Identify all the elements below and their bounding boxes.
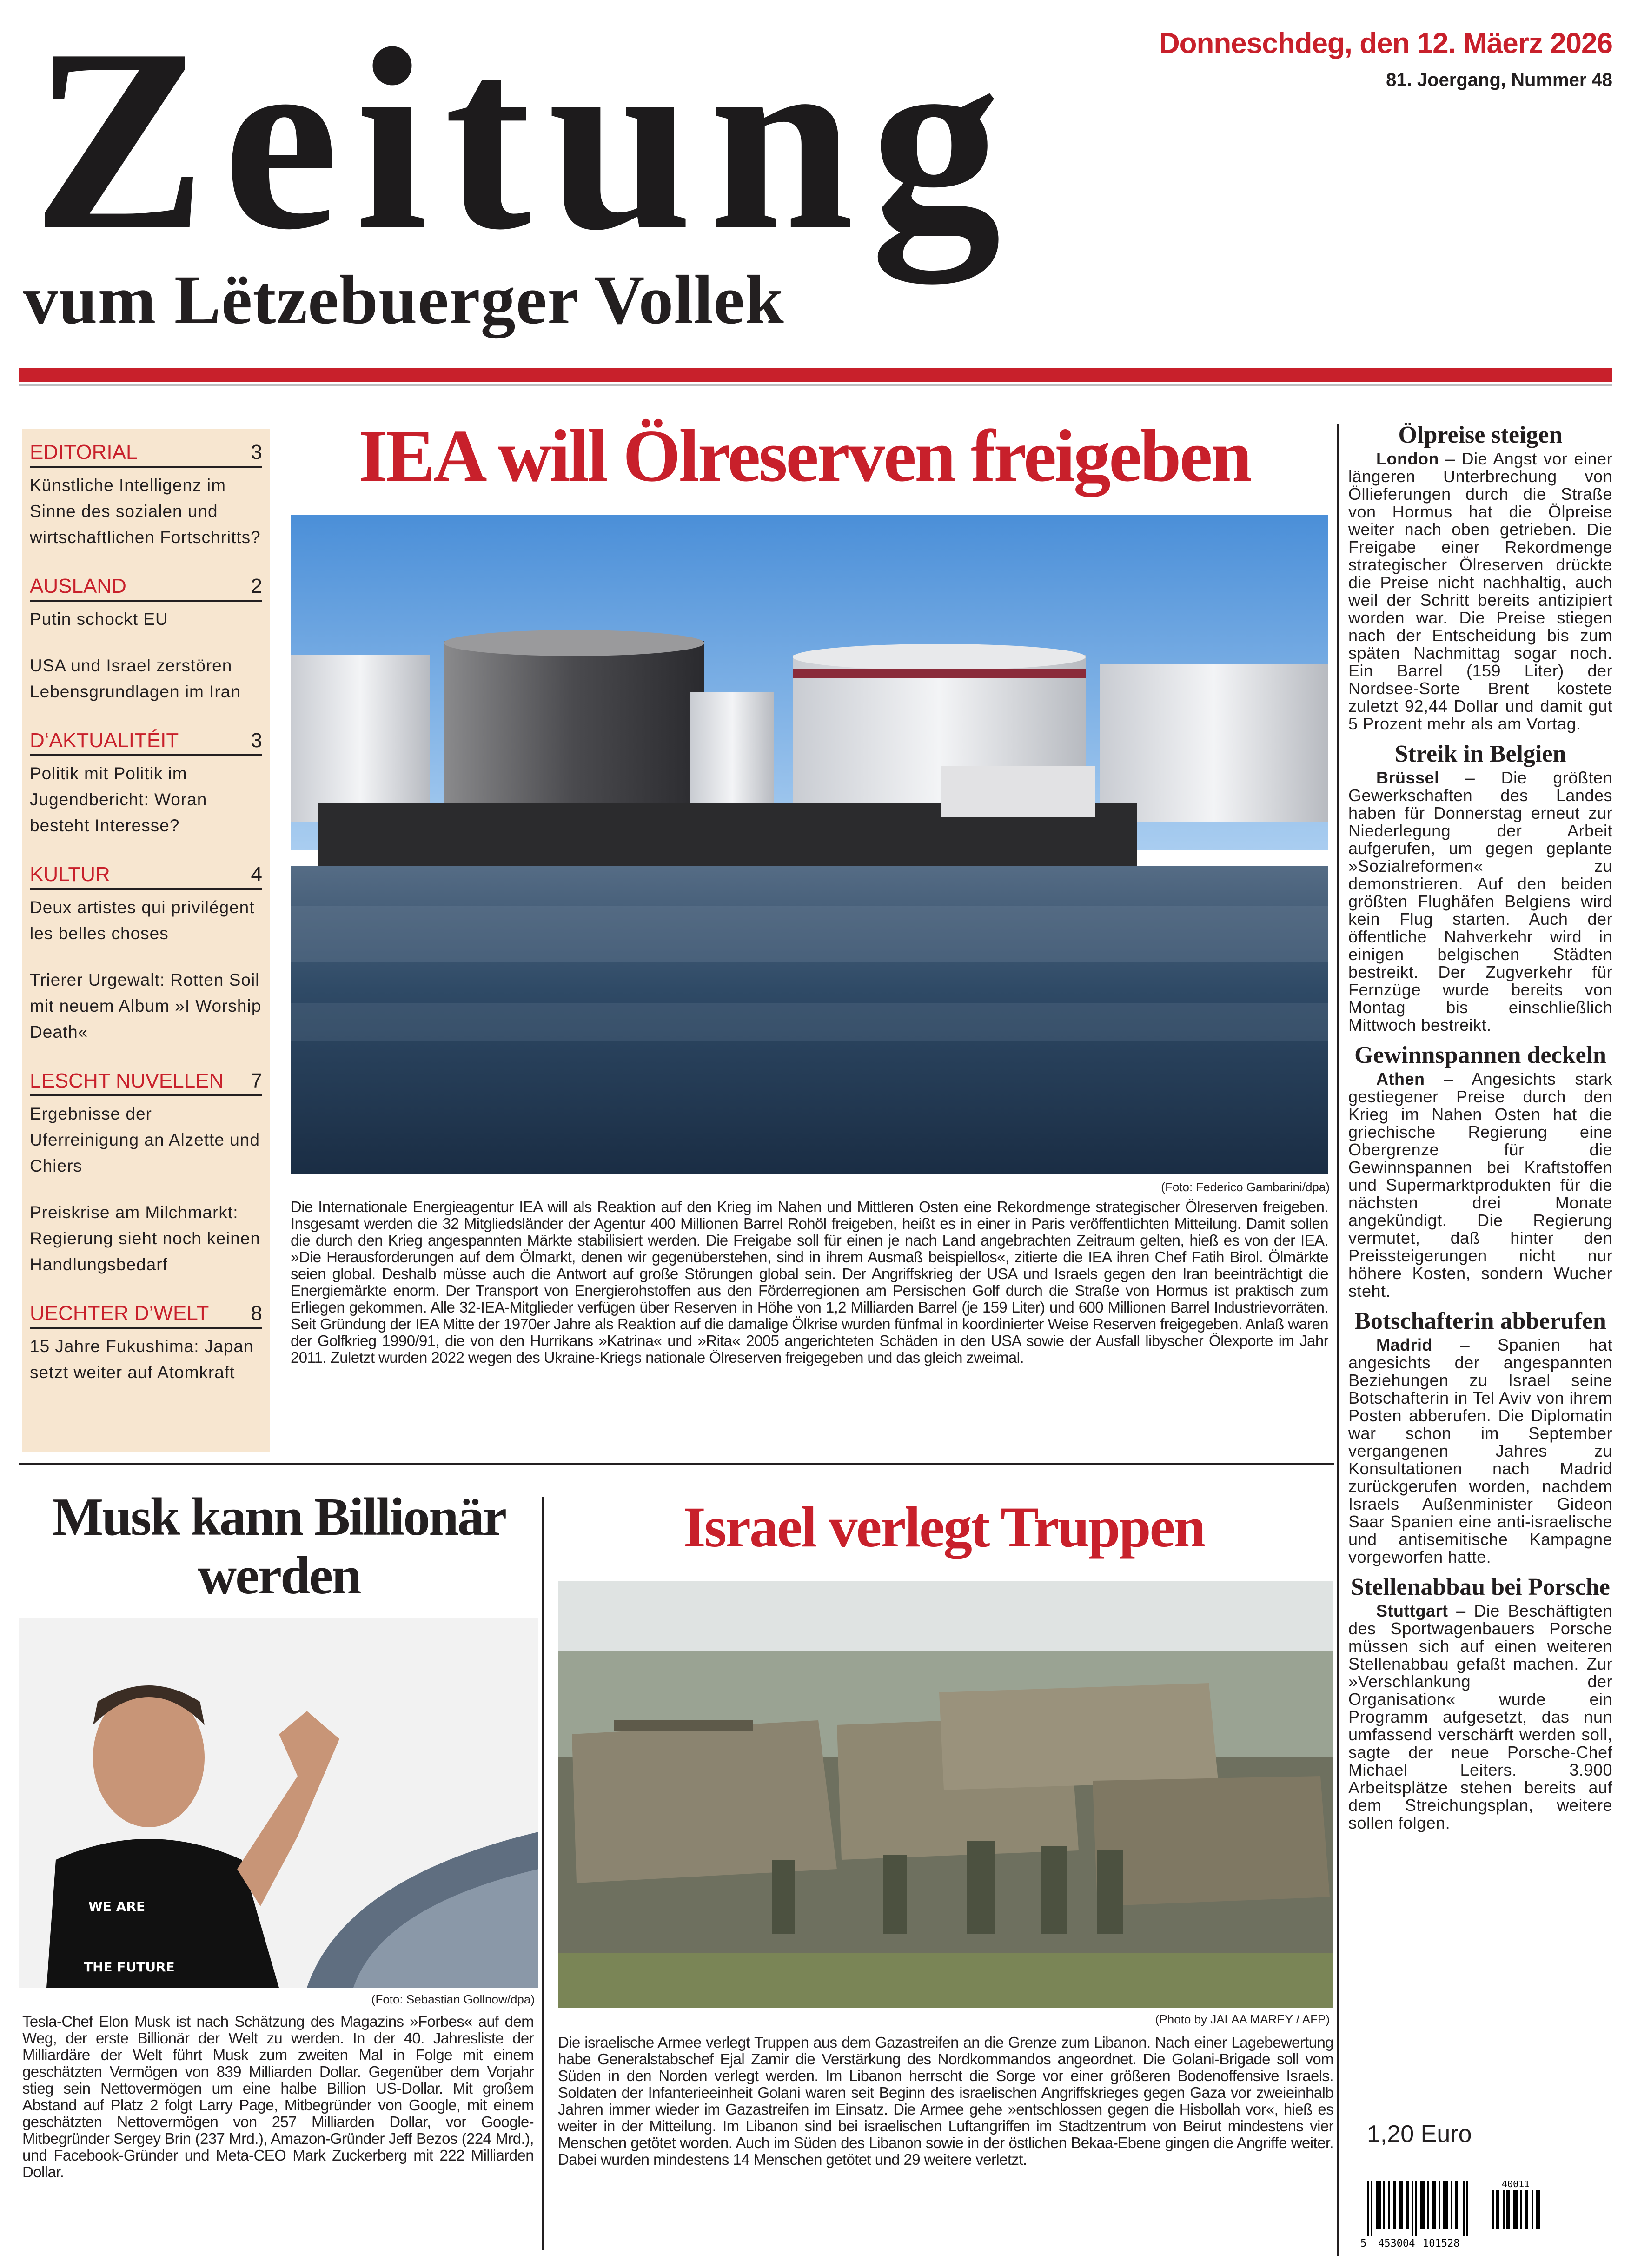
page-number: 2: [251, 575, 262, 597]
sidebar-section-kultur[interactable]: [30, 862, 262, 1045]
lead-photo: [291, 515, 1328, 1174]
section-title: LESCHT NUVELLEN: [30, 1069, 224, 1092]
brief-headline: Botschafterin abberufen: [1354, 1308, 1606, 1334]
svg-text:THE FUTURE: THE FUTURE: [84, 1959, 175, 1975]
lead-body: Die Internationale Energieagentur IEA will als Reaktion auf den Krieg im Nahen und Mittleren Osten eine Rekordmenge strategischer Ölreserven freigeben. Insgesamt werden die 32 Mitgliedsländer der Agentur 400 Millionen Barrel Rohöl freigeben, heißt es in einer in Paris veröffentlichten Mitteilung. Damit sollen die durch den Krieg angespannten Märkte stabilisiert werden. Die Freigabe soll für einen je nach Land angebrachten Zeitraum gelten, hieß es von der IEA. »Die Herausforderungen auf dem Ölmarkt, denen wir gegenüberstehen, sind in ihrem Ausmaß beispiellos«, zitierte die IEA ihren Chef Fatih Birol. Ölmärkte seien global. Deshalb müsse auch die Antwort auf große Störungen global sein. Der Angriffskrieg der USA und Israels gegen den Iran beeinträchtigt die Energiemärkte enorm. Der Transport von Energierohstoffen aus den Förderregionen am Persischen Golf durch die Straße von Hormus ist praktisch zum Erliegen gekommen. Alle 32-IEA-Mitglieder verfügen über Reserven in Höhe von 1,2 Milliarden Barrel (je 159 Liter) und 600 Millionen Barrel Industrievorräten. Seit Gründung der IEA Mitte der 1970er Jahre als Reaktion auf die damalige Ölkrise wurden fünfmal in koordinierter Weise Reserven freigegeben. Anlaß waren der Golfkrieg 1990/91, die von den Hurrikans »Katrina« und »Rita« 2005 angerichteten Schäden in den USA sowie der Ausfall libyscher Ölexporte im Jahr 2011. Zuletzt wurden 2022 wegen des Ukraine-Kriegs nationale Ölreserven freigegeben und das gleich zweimal.: [291, 1198, 1328, 1366]
sidebar-item[interactable]: Künstliche Intelligenz im Sinne des sozialen und wirtschaftlichen Fortschritts?: [30, 476, 261, 547]
page-number: 3: [251, 729, 262, 752]
lead-headline[interactable]: IEA will Ölreserven freigeben: [358, 414, 1250, 497]
issue-date: Donneschdeg, den 12. Mäerz 2026: [1159, 27, 1612, 60]
section-title: AUSLAND: [30, 575, 126, 597]
section-title: UECHTER D’WELT: [30, 1302, 209, 1325]
brief-headline: Stellenabbau bei Porsche: [1351, 1574, 1610, 1600]
musk-portrait-photo: [19, 1618, 538, 1988]
news-briefs-column: [1348, 422, 1612, 1840]
sidebar-item[interactable]: Putin schockt EU: [30, 610, 168, 629]
sidebar-section-aktualiteit[interactable]: [30, 728, 262, 839]
brief-porsche[interactable]: [1348, 1574, 1612, 1832]
section-title: D‘AKTUALITÉIT: [30, 729, 179, 752]
musk-photo-credit: (Foto: Sebastian Gollnow/dpa): [371, 1992, 535, 2006]
israel-photo: [558, 1581, 1333, 2008]
musk-photo: [19, 1618, 538, 1988]
sidebar-item[interactable]: Politik mit Politik im Jugendbericht: Woran besteht Interesse?: [30, 764, 207, 835]
lead-photo-credit: (Foto: Federico Gambarini/dpa): [1161, 1180, 1330, 1194]
sidebar-section-lescht-nuvellen[interactable]: [30, 1068, 262, 1278]
brief-headline: Ölpreise steigen: [1398, 422, 1563, 448]
brief-headline: Gewinnspannen deckeln: [1354, 1042, 1606, 1068]
brief-text: – Die größten Gewerkschaften des Landes haben für Donnerstag erneut zur Niederlegung der Arbeit aufgerufen, um gegen geplante »Sozialreformen« zu demonstrieren. Auf den beiden größten Flughäfen Belgiens wird kein Flug starten. Auch der öffentliche Nahverkehr wird in einigen belgischen Städten bestreikt. Der Zugverkehr für Fernzüge wurde bereits von Montag bis einschließlich Mittwoch bestreikt.: [1348, 768, 1612, 1035]
israel-photo-credit: (Photo by JALAA MAREY / AFP): [1155, 2012, 1330, 2026]
section-title: EDITORIAL: [30, 441, 138, 464]
sidebar-section-editorial[interactable]: [30, 440, 262, 550]
masthead-red-rule: [19, 368, 1612, 382]
contents-sidebar: [22, 429, 270, 1452]
shirt-text: WE ARE: [88, 1899, 146, 1914]
page-number: 3: [251, 441, 262, 464]
section-title: KULTUR: [30, 863, 110, 886]
lower-section-rule: [19, 1463, 1334, 1465]
brief-streik[interactable]: [1348, 741, 1612, 1034]
sidebar-item[interactable]: Deux artistes qui privilégent les belles choses: [30, 898, 255, 943]
sidebar-item[interactable]: Ergebnisse der Uferreinigung an Alzette und Chiers: [30, 1104, 260, 1175]
barcode-digit-prefix: 5: [1360, 2238, 1367, 2249]
page-number: 8: [251, 1302, 262, 1325]
tanks-soldiers-photo: [558, 1581, 1333, 2008]
barcode-digits-left: 453004: [1378, 2238, 1415, 2249]
lower-column-rule: [542, 1497, 544, 2250]
brief-dateline: Athen: [1376, 1069, 1425, 1088]
israel-headline[interactable]: Israel verlegt Truppen: [683, 1495, 1205, 1559]
barcode: [1358, 2181, 1618, 2250]
sidebar-item[interactable]: USA und Israel zerstören Lebensgrundlagen im Iran: [30, 656, 241, 701]
brief-gewinnspannen[interactable]: [1348, 1042, 1612, 1300]
brief-text: – Spanien hat angesichts der angespannten Beziehungen zu Israel seine Botschafterin in Tel Aviv von ihrem Posten abberufen. Die Diplomatin war schon im September vergangenen Jahres zu Konsultationen nach Madrid zurückgerufen worden, nachdem Israels Außenminister Gideon Saar Spanien eine anti-israelische und antisemitische Kampagne vorgeworfen hatte.: [1348, 1335, 1612, 1566]
barcode-digits-right: 101528: [1423, 2238, 1460, 2249]
brief-dateline: Stuttgart: [1376, 1601, 1448, 1620]
cover-price: 1,20 Euro: [1367, 2121, 1472, 2148]
page-number: 7: [251, 1069, 262, 1092]
sidebar-item[interactable]: 15 Jahre Fukushima: Japan setzt weiter auf Atomkraft: [30, 1337, 254, 1382]
masthead-title: Zeitung: [33, 0, 1018, 284]
masthead-subtitle: vum Lëtzebuerger Vollek: [23, 261, 784, 338]
oil-tanks-photo: [291, 515, 1328, 1174]
brief-text: – Die Beschäftigten des Sportwagenbauers Porsche müssen sich auf einen weiteren Stellenabbau gefaßt machen. Zur »Verschlankung der Organisation« wurde ein Programm aufgesetzt, das nun umfassend verschärft werden soll, sagte der neue Porsche-Chef Michael Leiters. 3.900 Arbeitsplätze stehen bereits auf dem Streichungsplan, weitere sollen folgen.: [1348, 1601, 1612, 1832]
musk-headline[interactable]: Musk kann Billionär werden: [52, 1487, 506, 1605]
barcode-addon: 40011: [1502, 2181, 1530, 2189]
brief-dateline: Brüssel: [1376, 768, 1439, 787]
page-number: 4: [251, 863, 262, 886]
brief-text: – Angesichts stark gestiegener Preise durch den Krieg im Nahen Osten hat die griechische Regierung eine Obergrenze für die Gewinnspannen bei Kraftstoffen und Supermarktprodukten für die nächsten drei Monate angekündigt. Die Regierung vermutet, daß hinter den Preissteigerungen nicht nur höhere Kosten, sondern Wucher steht.: [1348, 1069, 1612, 1300]
brief-botschafterin[interactable]: [1348, 1308, 1612, 1566]
musk-body: Tesla-Chef Elon Musk ist nach Schätzung des Magazins »Forbes« auf dem Weg, der erste Billionär der Welt zu werden. In der 40. Jahresliste der Milliardäre der Welt führt Musk zum zweiten Mal in Folge mit einem geschätzten Vermögen von 839 Milliarden Dollar. Gegenüber dem Vorjahr stieg sein Nettovermögen um eine halbe Billion US-Dollar. Mit großem Abstand auf Platz 2 folgt Larry Page, Mitbegründer von Google, mit einem geschätzten Nettovermögen von 257 Milliarden Dollar, vor Google-Mitbegründer Sergey Brin (237 Mrd.), Amazon-Gründer Jeff Bezos (224 Mrd.), und Facebook-Gründer und Meta-CEO Mark Zuckerberg mit 222 Milliarden Dollar.: [22, 2013, 534, 2181]
issue-number: 81. Joergang, Nummer 48: [1386, 70, 1612, 90]
sidebar-section-ausland[interactable]: [30, 574, 262, 705]
brief-headline: Streik in Belgien: [1394, 741, 1566, 767]
right-column-rule: [1337, 424, 1339, 2256]
sidebar-item[interactable]: Trierer Urgewalt: Rotten Soil mit neuem Album »I Worship Death«: [30, 970, 262, 1041]
brief-dateline: Madrid: [1376, 1335, 1433, 1354]
masthead-gray-rule: [19, 384, 1612, 386]
sidebar-item[interactable]: Preiskrise am Milchmarkt: Regierung sieht noch keinen Handlungsbedarf: [30, 1203, 260, 1274]
brief-dateline: London: [1376, 449, 1439, 468]
brief-text: – Die Angst vor einer längeren Unterbrechung von Öllieferungen durch die Straße von Hormus hat die Ölpreise weiter nach oben getrieben. Die Freigabe einer Rekordmenge strategischer Ölreserven drückte die Preise nicht nachhaltig, auch weil der Schritt bereits antizipiert worden war. Die Preise stiegen nach der Entscheidung bis zum späten Nachmittag sogar noch. Ein Barrel (159 Liter) der Nordsee-Sorte Brent kostete zuletzt 92,44 Dollar und damit gut 5 Prozent mehr als am Vortag.: [1348, 449, 1612, 733]
sidebar-section-uechter-dwelt[interactable]: [30, 1301, 262, 1386]
barcode-icon: [1358, 2181, 1618, 2250]
israel-body: Die israelische Armee verlegt Truppen aus dem Gazastreifen an die Grenze zum Libanon. Nach einer Lagebewertung habe Generalstabschef Ejal Zamir die Verstärkung des Nordkommandos angeordnet. Die Golani-Brigade soll vom Süden in den Norden verlegt werden. Im Libanon herrscht die Sorge vor einer größeren Bodenoffensive Israels. Soldaten der Infanterieeinheit Golani waren seit Beginn des israelischen Angriffskrieges gegen Gaza vor zweieinhalb Jahren immer wieder im Gazastreifen im Einsatz. Die Armee gehe »entschlossen gegen die Hisbollah vor«, hieß es weiter in der Mitteilung. Im Libanon sind bei israelischen Luftangriffen im Stadtzentrum von Beirut mindestens vier Menschen getötet worden. Auch im Süden des Libanon sowie in der östlichen Bekaa-Ebene gingen die Angriffe weiter. Dabei wurden mindestens 14 Menschen getötet und 29 weitere verletzt.: [558, 2034, 1333, 2168]
brief-oelpreise[interactable]: [1348, 422, 1612, 733]
